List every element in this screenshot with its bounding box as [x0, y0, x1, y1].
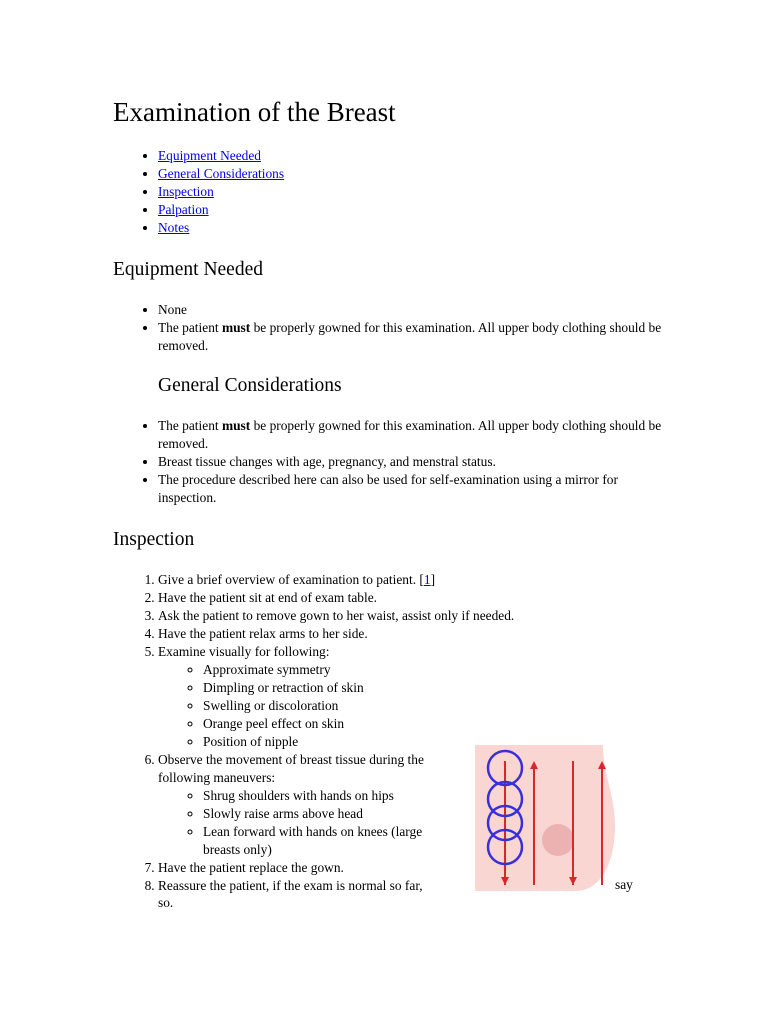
toc-item-equipment [158, 147, 673, 165]
list-item: • None [158, 301, 673, 319]
text-span: ] [430, 572, 436, 587]
step-item [158, 643, 673, 751]
breast-palpation-diagram-icon [475, 745, 615, 891]
sub-list-item: ◦ Shrug shoulders with hands on hips [203, 787, 458, 805]
equipment-list [113, 301, 673, 355]
reference-link[interactable]: 1 [423, 572, 431, 587]
step-item: 4. Have the patient relax arms to her side. [158, 625, 673, 643]
section-heading-general: General Considerations [158, 375, 342, 396]
sub-list-item: ◦ Swelling or discoloration [203, 697, 673, 715]
general-list [113, 417, 673, 507]
text-span: Observe the movement of breast tissue during the following maneuvers: [158, 752, 424, 785]
step-item [158, 751, 458, 859]
breast-palpation-diagram [475, 745, 615, 891]
sub-list-item: ◦ Dimpling or retraction of skin [203, 679, 673, 697]
toc-link-palpation[interactable]: Palpation [158, 202, 209, 217]
toc-link-equipment[interactable]: Equipment Needed [158, 148, 261, 163]
text-span: The patient [158, 320, 222, 335]
toc-link-general[interactable]: General Considerations [158, 166, 285, 181]
step-item: 7. Have the patient replace the gown. [158, 859, 458, 877]
text-span: Give a brief overview of examination to patient. [ [158, 572, 424, 587]
list-item: • Breast tissue changes with age, pregnancy, and menstral status. [158, 453, 673, 471]
step-item [158, 877, 458, 895]
text-span: Reassure the patient, if the exam is normal so far, [158, 878, 423, 893]
step-item: 3. Ask the patient to remove gown to her waist, assist only if needed. [158, 607, 673, 625]
toc-item-inspection [158, 183, 673, 201]
toc-item-palpation [158, 201, 673, 219]
toc-link-inspection[interactable]: Inspection [158, 184, 214, 199]
section-heading-inspection: Inspection [113, 529, 195, 550]
section-heading-equipment: Equipment Needed [113, 259, 263, 280]
toc-item-general [158, 165, 673, 183]
sub-list [158, 661, 673, 751]
text-span: be properly gowned for this examination. All upper body clothing should be removed. [158, 320, 662, 353]
step-item: 2. Have the patient sit at end of exam table. [158, 589, 673, 607]
emphasis-text: must [221, 320, 251, 335]
toc-link-notes[interactable]: Notes [158, 220, 190, 235]
sub-list-item: ◦ Position of nipple [203, 733, 673, 751]
text-span: The patient [158, 418, 222, 433]
step8-tail-so: so. [158, 895, 174, 910]
page-title: Examination of the Breast [113, 97, 396, 127]
sub-list [158, 787, 458, 859]
sub-list-item: ◦ Lean forward with hands on knees (large breasts only) [203, 823, 458, 859]
step8-tail-say: say [615, 877, 633, 892]
list-item [158, 417, 673, 453]
text-span: be properly gowned for this examination. All upper body clothing should be removed. [158, 418, 662, 451]
list-item: • The procedure described here can also be used for self-examination using a mirror for inspection. [158, 471, 673, 507]
step-item [158, 571, 673, 589]
emphasis-text: must [221, 418, 251, 433]
toc-item-notes [158, 219, 673, 237]
table-of-contents [113, 147, 673, 237]
list-item [158, 319, 673, 355]
sub-list-item: ◦ Slowly raise arms above head [203, 805, 458, 823]
text-span: Examine visually for following: [158, 644, 330, 659]
sub-list-item: ◦ Orange peel effect on skin [203, 715, 673, 733]
sub-list-item: ◦ Approximate symmetry [203, 661, 673, 679]
